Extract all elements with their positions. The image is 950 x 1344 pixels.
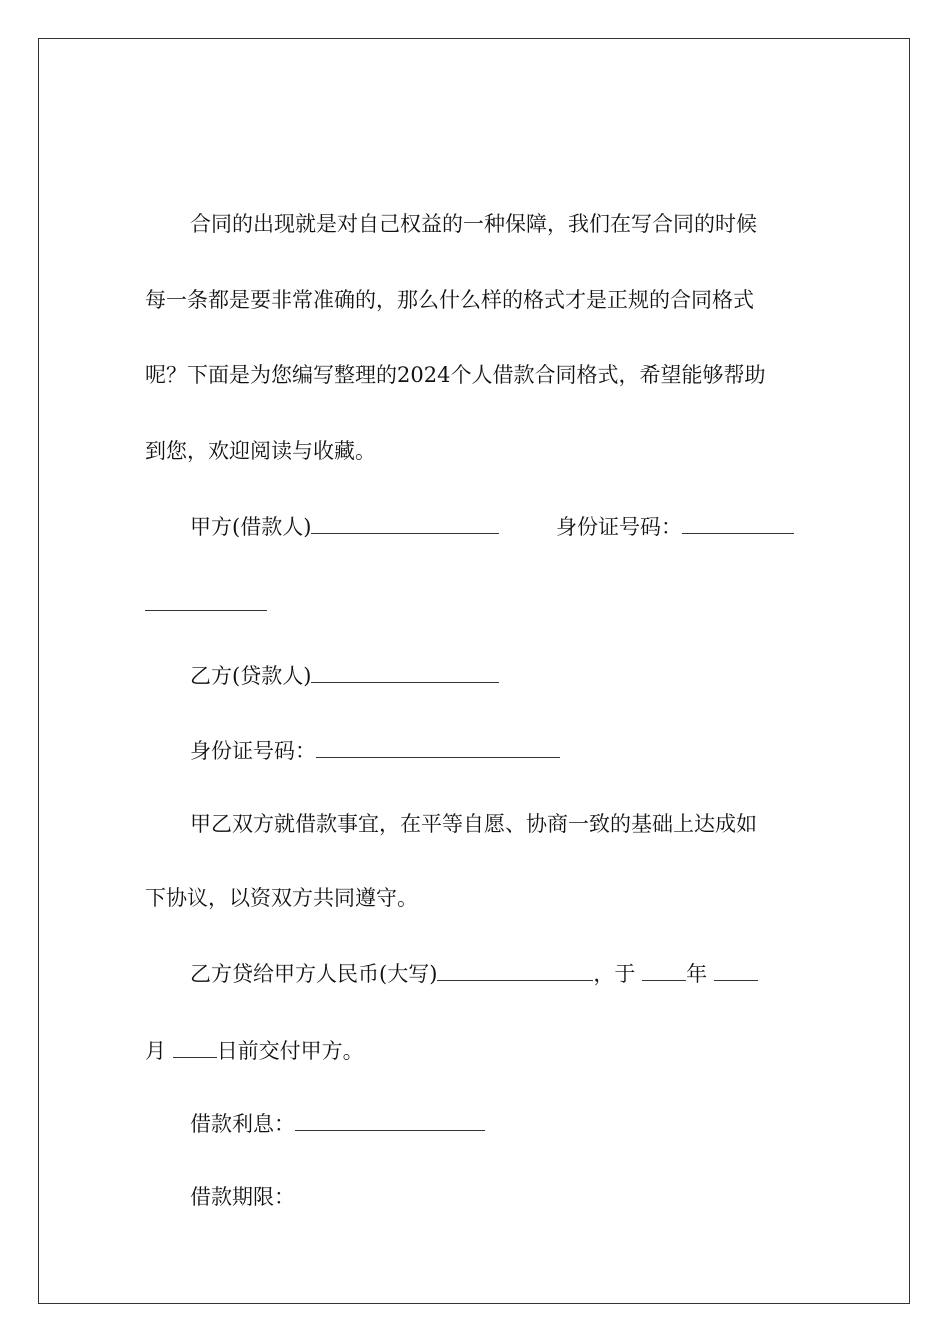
agreement-line-2: 下协议，以资双方共同遵守。 [145,886,418,910]
party-b-row [190,660,499,690]
party-b-id-row [190,735,560,765]
party-b-id-blank[interactable] [316,735,560,758]
intro-line-1: 合同的出现就是对自己权益的一种保障，我们在写合同的时候 [190,212,757,236]
party-a-id-continuation [145,588,267,618]
party-a-id-row [556,511,794,541]
term-row [190,1183,295,1211]
loan-amount-label: 乙方贷给甲方人民币(大写) [190,962,438,986]
party-a-name-blank[interactable] [311,511,499,534]
year-text: 年 [686,962,708,986]
party-b-id-label: 身份证号码： [190,739,316,763]
party-b-label: 乙方(贷款人) [190,664,312,688]
year-blank[interactable] [642,958,686,981]
party-a-id-blank-continued[interactable] [145,588,267,611]
party-a-id-label: 身份证号码： [556,515,682,539]
loan-date-row [145,1035,364,1065]
month-blank[interactable] [714,958,758,981]
party-a-row [190,511,499,541]
party-a-label: 甲方(借款人) [190,515,312,539]
loan-amount-blank[interactable] [437,958,593,981]
interest-label: 借款利息： [190,1112,295,1136]
intro-line-2: 每一条都是要非常准确的，那么什么样的格式才是正规的合同格式 [145,288,754,312]
deliver-text: 日前交付甲方。 [216,1039,364,1063]
agreement-line-1: 甲乙双方就借款事宜，在平等自愿、协商一致的基础上达成如 [190,812,757,836]
loan-amount-row [190,958,758,988]
interest-row [190,1108,485,1138]
party-a-id-blank[interactable] [682,511,794,534]
intro-line-4: 到您，欢迎阅读与收藏。 [145,439,376,463]
interest-blank[interactable] [295,1108,485,1131]
month-text: 月 [145,1039,166,1063]
comma-yu-text: ，于 [593,962,636,986]
party-b-name-blank[interactable] [311,660,499,683]
intro-line-3: 呢？下面是为您编写整理的2024个人借款合同格式，希望能够帮助 [145,363,766,387]
day-blank[interactable] [173,1035,217,1058]
term-label: 借款期限： [190,1185,295,1209]
